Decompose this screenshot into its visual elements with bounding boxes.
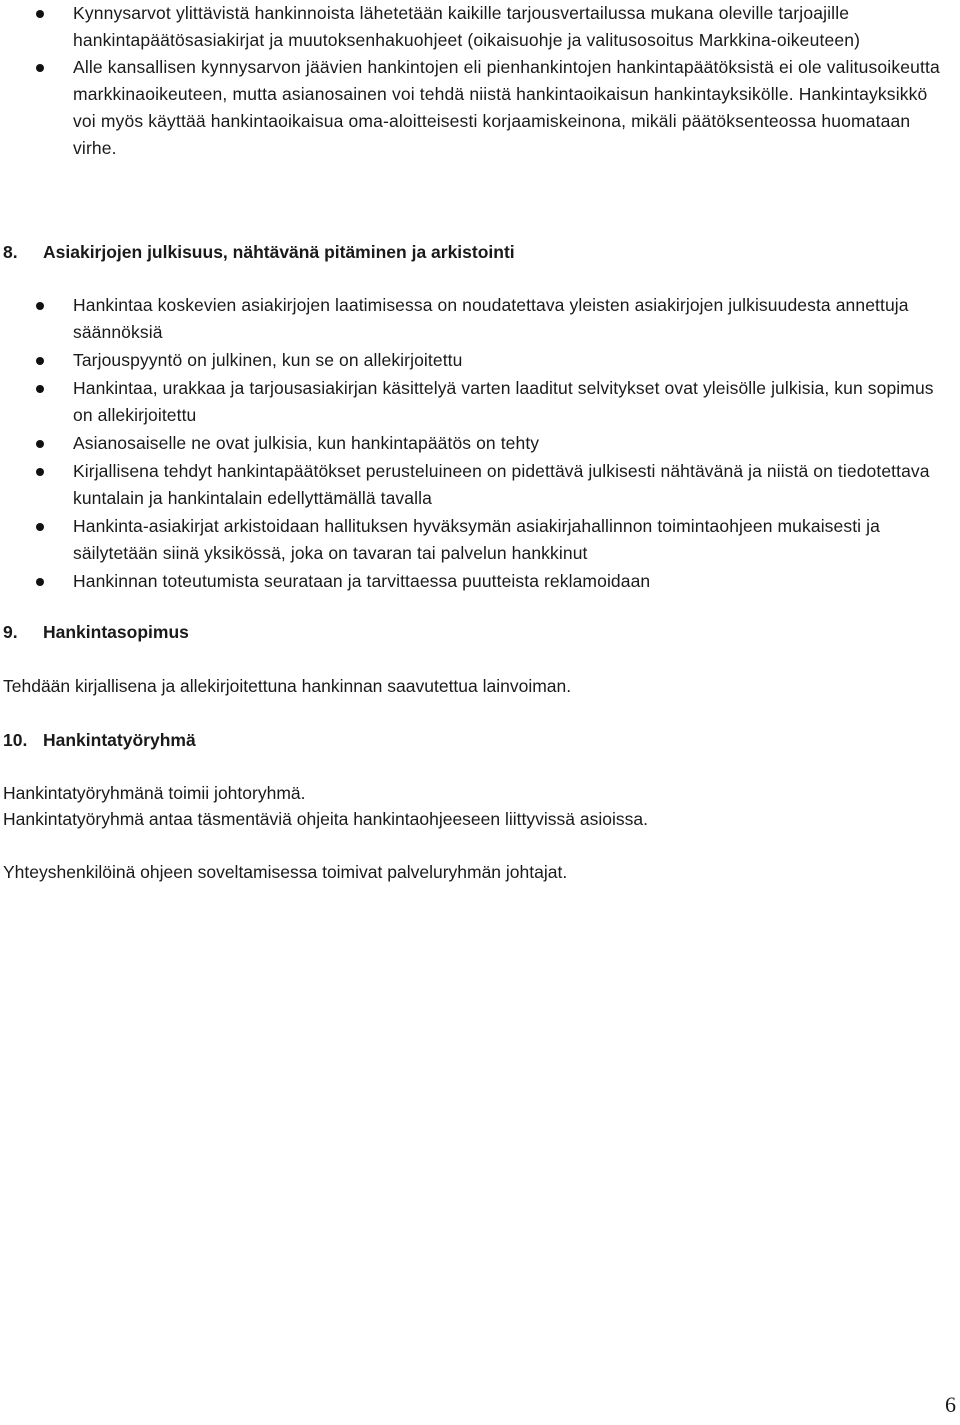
bullet-icon xyxy=(36,357,44,365)
section-8-heading xyxy=(3,239,515,266)
section-title: Asiakirjojen julkisuus, nähtävänä pitäminen ja arkistointi xyxy=(43,242,515,262)
bullet-icon xyxy=(36,578,44,586)
list-item-text: Hankinta-asiakirjat arkistoidaan hallituksen hyväksymän asiakirjahallinnon toimintaohjeen mukaisesti ja säilytetään siinä yksikössä, joka on tavaran tai palvelun hankkinut xyxy=(73,516,880,563)
list-item xyxy=(0,513,960,567)
section-10-line: Hankintatyöryhmä antaa täsmentäviä ohjeita hankintaohjeeseen liittyvissä asioissa. xyxy=(3,809,648,829)
list-item-text: Alle kansallisen kynnysarvon jäävien hankintojen eli pienhankintojen hankintapäätöksistä ei ole valitusoikeutta markkinaoikeuteen, mutta asianosainen voi tehdä niistä hankintaoikaisun hankintayksikölle. Hankintayksikkö voi myös käyttää hankintaoikaisua oma-aloitteisesti korjaamiskeinona, mikäli päätöksenteossa huomataan virhe. xyxy=(73,57,940,158)
list-item xyxy=(0,347,960,374)
list-item-text: Hankinnan toteutumista seurataan ja tarvittaessa puutteista reklamoidaan xyxy=(73,571,651,591)
section-number: 8. xyxy=(3,242,18,262)
list-item-text: Hankintaa, urakkaa ja tarjousasiakirjan käsittelyä varten laaditut selvitykset ovat yleisölle julkisia, kun sopimus on allekirjoitettu xyxy=(73,378,934,425)
list-item xyxy=(0,292,960,346)
section-10-contact-text: Yhteyshenkilöinä ohjeen soveltamisessa toimivat palveluryhmän johtajat. xyxy=(3,862,568,882)
list-item xyxy=(0,430,960,457)
bullet-icon xyxy=(36,64,44,72)
section-number: 9. xyxy=(3,622,18,642)
list-item-text: Kirjallisena tehdyt hankintapäätökset perusteluineen on pidettävä julkisesti nähtävänä ja niistä on tiedotettava kuntalain ja hankintalain edellyttämällä tavalla xyxy=(73,461,930,508)
list-item-text: Kynnysarvot ylittävistä hankinnoista lähetetään kaikille tarjousvertailussa mukana oleville tarjoajille hankintapäätösasiakirjat ja muutoksenhakuohjeet (oikaisuohje ja valitusosoitus Markkina-oikeuteen) xyxy=(73,3,861,50)
list-item xyxy=(0,375,960,429)
section-number: 10. xyxy=(3,730,28,750)
bullet-icon xyxy=(36,385,44,393)
page-number: 6 xyxy=(945,1392,956,1417)
list-item-text: Asianosaiselle ne ovat julkisia, kun hankintapäätös on tehty xyxy=(73,433,540,453)
section-9-heading xyxy=(3,619,189,646)
bullet-icon xyxy=(36,10,44,18)
list-item xyxy=(0,54,960,162)
bullet-icon xyxy=(36,523,44,531)
list-item xyxy=(0,568,960,595)
section-8-bullet-list xyxy=(0,292,960,596)
section-title: Hankintatyöryhmä xyxy=(43,730,196,750)
list-item xyxy=(0,0,960,54)
section-9-text: Tehdään kirjallisena ja allekirjoitettuna hankinnan saavutettua lainvoiman. xyxy=(3,676,572,696)
top-bullet-list xyxy=(0,0,960,162)
section-10-heading xyxy=(3,727,196,754)
bullet-icon xyxy=(36,468,44,476)
section-10-line: Hankintatyöryhmänä toimii johtoryhmä. xyxy=(3,783,306,803)
list-item-text: Tarjouspyyntö on julkinen, kun se on allekirjoitettu xyxy=(73,350,463,370)
bullet-icon xyxy=(36,302,44,310)
section-title: Hankintasopimus xyxy=(43,622,189,642)
list-item xyxy=(0,458,960,512)
bullet-icon xyxy=(36,440,44,448)
list-item-text: Hankintaa koskevien asiakirjojen laatimisessa on noudatettava yleisten asiakirjojen julkisuudesta annettuja säännöksiä xyxy=(73,295,909,342)
